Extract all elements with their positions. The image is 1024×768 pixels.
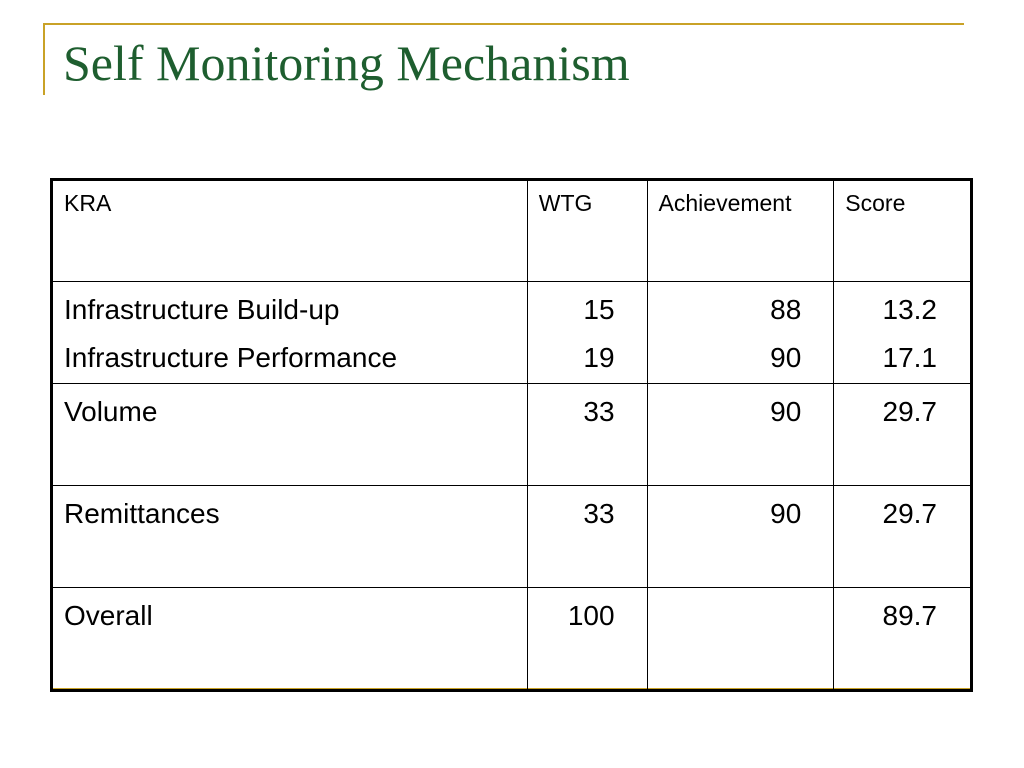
kra-cell: [52, 588, 528, 691]
kra-name: Overall: [64, 600, 153, 631]
score-value: 89.7: [882, 600, 937, 631]
achievement-cell: [647, 588, 834, 691]
score-value: 29.7: [882, 396, 937, 427]
kra-table-container: [50, 178, 973, 690]
table-row: [52, 282, 972, 384]
achievement-value: 90: [770, 342, 802, 373]
score-value: 17.1: [882, 342, 937, 373]
table-row: [52, 384, 972, 486]
kra-cell: [52, 282, 528, 384]
score-cell: [834, 486, 972, 588]
wtg-cell: [527, 486, 647, 588]
score-cell: [834, 384, 972, 486]
wtg-cell: [527, 282, 647, 384]
title-accent-line-left: [43, 23, 45, 95]
achievement-cell: [647, 486, 834, 588]
wtg-value: 15: [583, 294, 615, 325]
table-row: [52, 588, 972, 691]
score-cell: [834, 588, 972, 691]
wtg-cell: [527, 384, 647, 486]
title-accent-line-top: [43, 23, 964, 25]
wtg-value: 19: [583, 342, 615, 373]
wtg-value: 33: [583, 498, 615, 529]
score-value: 13.2: [882, 294, 937, 325]
score-cell: [834, 282, 972, 384]
header-score: Score: [834, 180, 972, 282]
achievement-cell: [647, 282, 834, 384]
header-achievement: Achievement: [647, 180, 834, 282]
header-wtg: WTG: [527, 180, 647, 282]
wtg-value: 33: [583, 396, 615, 427]
kra-name: Remittances: [64, 498, 220, 529]
achievement-value: 90: [770, 498, 802, 529]
table-row: [52, 486, 972, 588]
kra-name: Infrastructure Build-up: [64, 294, 340, 325]
header-kra: KRA: [52, 180, 528, 282]
slide-title: Self Monitoring Mechanism: [63, 35, 630, 91]
kra-table: [50, 178, 973, 692]
wtg-value: 100: [567, 600, 615, 631]
kra-cell: [52, 486, 528, 588]
achievement-value: 88: [770, 294, 802, 325]
kra-cell: [52, 384, 528, 486]
kra-name: Infrastructure Performance: [64, 342, 398, 373]
kra-name: Volume: [64, 396, 158, 427]
table-header-row: [52, 180, 972, 282]
score-value: 29.7: [882, 498, 937, 529]
achievement-cell: [647, 384, 834, 486]
achievement-value: 90: [770, 396, 802, 427]
wtg-cell: [527, 588, 647, 691]
